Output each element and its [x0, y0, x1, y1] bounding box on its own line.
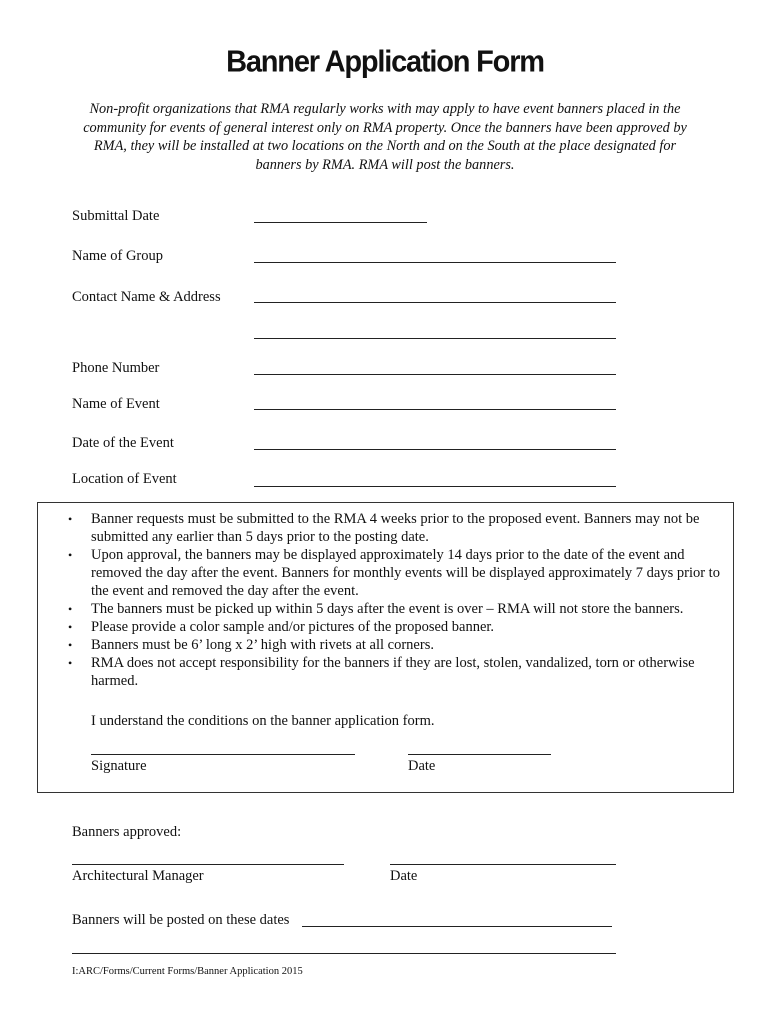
- event-name-field[interactable]: [254, 409, 616, 410]
- form-title: Banner Application Form: [226, 45, 544, 79]
- signature-date-field[interactable]: [408, 754, 551, 755]
- contact-label: Contact Name & Address: [72, 289, 221, 305]
- rule-text: The banners must be picked up within 5 days after the event is over – RMA will not store the banners.: [91, 601, 684, 617]
- list-item: [54, 510, 724, 546]
- list-item: [54, 636, 724, 654]
- rule-text: Banners must be 6’ long x 2’ high with rivets at all corners.: [91, 637, 434, 653]
- approval-date-field[interactable]: [390, 864, 616, 865]
- manager-signature-field[interactable]: [72, 864, 344, 865]
- event-name-label: Name of Event: [72, 396, 160, 412]
- bullet-icon: •: [68, 512, 73, 526]
- list-item: [54, 654, 724, 690]
- contact-name-field[interactable]: [254, 302, 616, 303]
- list-item: [54, 618, 724, 636]
- file-path-footer: I:ARC/Forms/Current Forms/Banner Application 2015: [72, 966, 303, 977]
- rule-text: Please provide a color sample and/or pictures of the proposed banner.: [91, 619, 495, 635]
- contact-address-field[interactable]: [254, 338, 616, 339]
- acknowledgement-text: I understand the conditions on the banner application form.: [91, 713, 435, 729]
- rule-text: Banner requests must be submitted to the RMA 4 weeks prior to the proposed event. Banners may not be submitted any earlier than 5 days prior to the posting date.: [91, 511, 700, 545]
- signature-label: Signature: [91, 758, 147, 774]
- conditions-list: [54, 510, 724, 690]
- posting-dates-field[interactable]: [302, 926, 612, 927]
- bullet-icon: •: [68, 602, 73, 616]
- event-location-field[interactable]: [254, 486, 616, 487]
- name-of-group-label: Name of Group: [72, 248, 164, 264]
- bullet-icon: •: [68, 548, 73, 562]
- rule-text: Upon approval, the banners may be displayed approximately 14 days prior to the date of the event and removed the day after the event. Banners for monthly events will be displayed approximately 7 days prior to the event and removed the day after the event.: [91, 547, 720, 599]
- bullet-icon: •: [68, 620, 73, 634]
- phone-field[interactable]: [254, 374, 616, 375]
- signature-field[interactable]: [91, 754, 355, 755]
- event-location-label: Location of Event: [72, 471, 177, 487]
- intro-paragraph: Non-profit organizations that RMA regularly works with may apply to have event banners placed in the community for events of general interest only on RMA property. Once the banners have been approved by RMA, they will be installed at two locations on the North and on the South at the place designated for banners by RMA. RMA will post the banners.: [83, 101, 687, 173]
- manager-label: Architectural Manager: [72, 868, 204, 884]
- bullet-icon: •: [68, 638, 73, 652]
- name-of-group-field[interactable]: [254, 262, 616, 263]
- bullet-icon: •: [68, 656, 73, 670]
- rule-text: RMA does not accept responsibility for the banners if they are lost, stolen, vandalized, torn or otherwise harmed.: [91, 655, 695, 689]
- approval-date-label: Date: [390, 868, 418, 884]
- event-date-label: Date of the Event: [72, 435, 174, 451]
- event-date-field[interactable]: [254, 449, 616, 450]
- posting-dates-label: Banners will be posted on these dates: [72, 912, 290, 928]
- submittal-date-label: Submittal Date: [72, 208, 160, 224]
- list-item: [54, 546, 724, 600]
- list-item: [54, 600, 724, 618]
- posting-dates-field-2[interactable]: [72, 953, 616, 954]
- signature-date-label: Date: [408, 758, 436, 774]
- approval-heading: Banners approved:: [72, 824, 182, 840]
- submittal-date-field[interactable]: [254, 222, 427, 223]
- phone-label: Phone Number: [72, 360, 160, 376]
